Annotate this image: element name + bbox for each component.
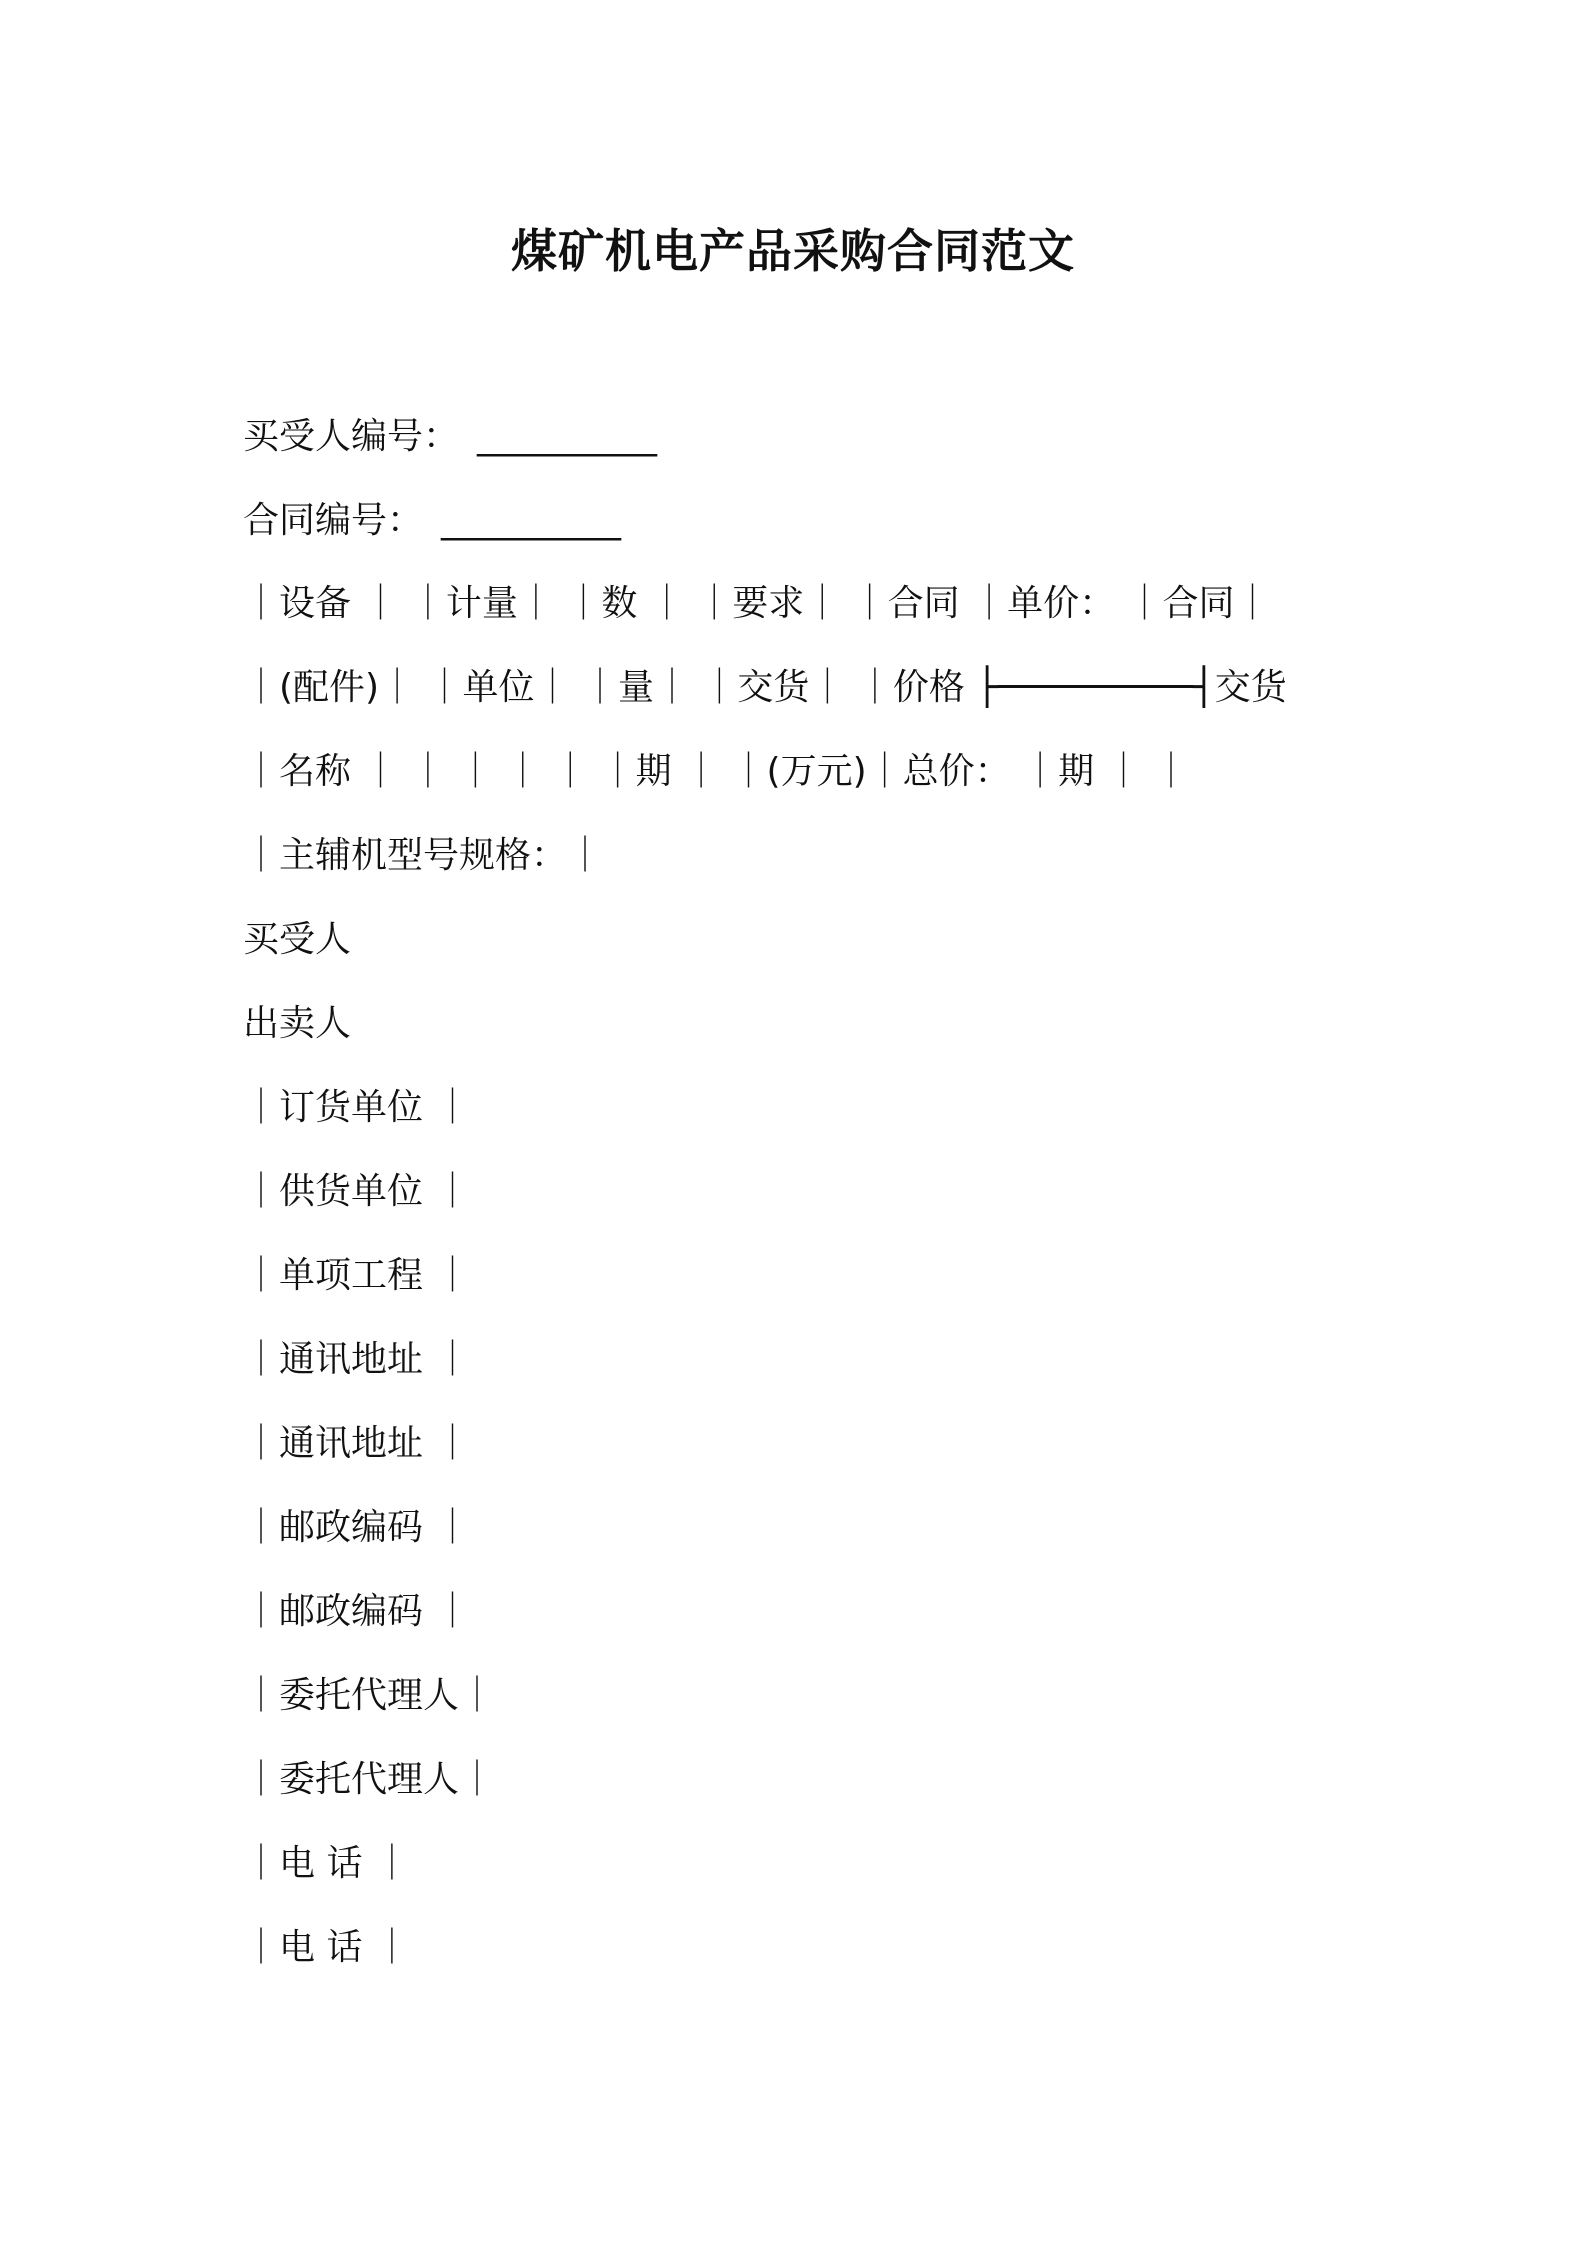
party-label-seller: 出卖人 (243, 1003, 352, 1044)
info-row: ｜通讯地址 ｜ (243, 1339, 471, 1380)
info-row: ｜委托代理人｜ (243, 1675, 496, 1716)
contract-number-blank: __________ (441, 500, 622, 541)
info-row: ｜通讯地址 ｜ (243, 1423, 471, 1464)
info-row: ｜单项工程 ｜ (243, 1255, 471, 1296)
info-row: ｜委托代理人｜ (243, 1759, 496, 1800)
buyer-number-label: 买受人编号： (243, 416, 460, 457)
party-label-buyer: 买受人 (243, 919, 352, 960)
info-row: ｜邮政编码 ｜ (243, 1591, 471, 1632)
info-row: ｜电 话 ｜ (243, 1927, 410, 1968)
info-row: ｜邮政编码 ｜ (243, 1507, 471, 1548)
contract-number-line (243, 497, 621, 545)
table-row: ｜主辅机型号规格：｜ (243, 835, 604, 876)
table-row: ｜设备 ｜ ｜计量｜ ｜数 ｜ ｜要求｜ ｜合同 ｜单价： ｜合同｜ (243, 583, 1271, 624)
info-row: ｜供货单位 ｜ (243, 1171, 471, 1212)
document-title: 煤矿机电产品采购合同范文 (511, 224, 1075, 278)
buyer-number-line (243, 413, 657, 461)
table-row: ｜(配件)｜ ｜单位｜ ｜量｜ ｜交货｜ ｜价格 ├─────────┤交货 (243, 667, 1287, 708)
info-row: ｜电 话 ｜ (243, 1843, 410, 1884)
info-row: ｜订货单位 ｜ (243, 1087, 471, 1128)
buyer-number-blank: __________ (477, 416, 658, 457)
table-row: ｜名称 ｜ ｜ ｜ ｜ ｜ ｜期 ｜ ｜(万元)｜总价： ｜期 ｜ ｜ (243, 751, 1189, 792)
contract-number-label: 合同编号： (243, 500, 424, 541)
